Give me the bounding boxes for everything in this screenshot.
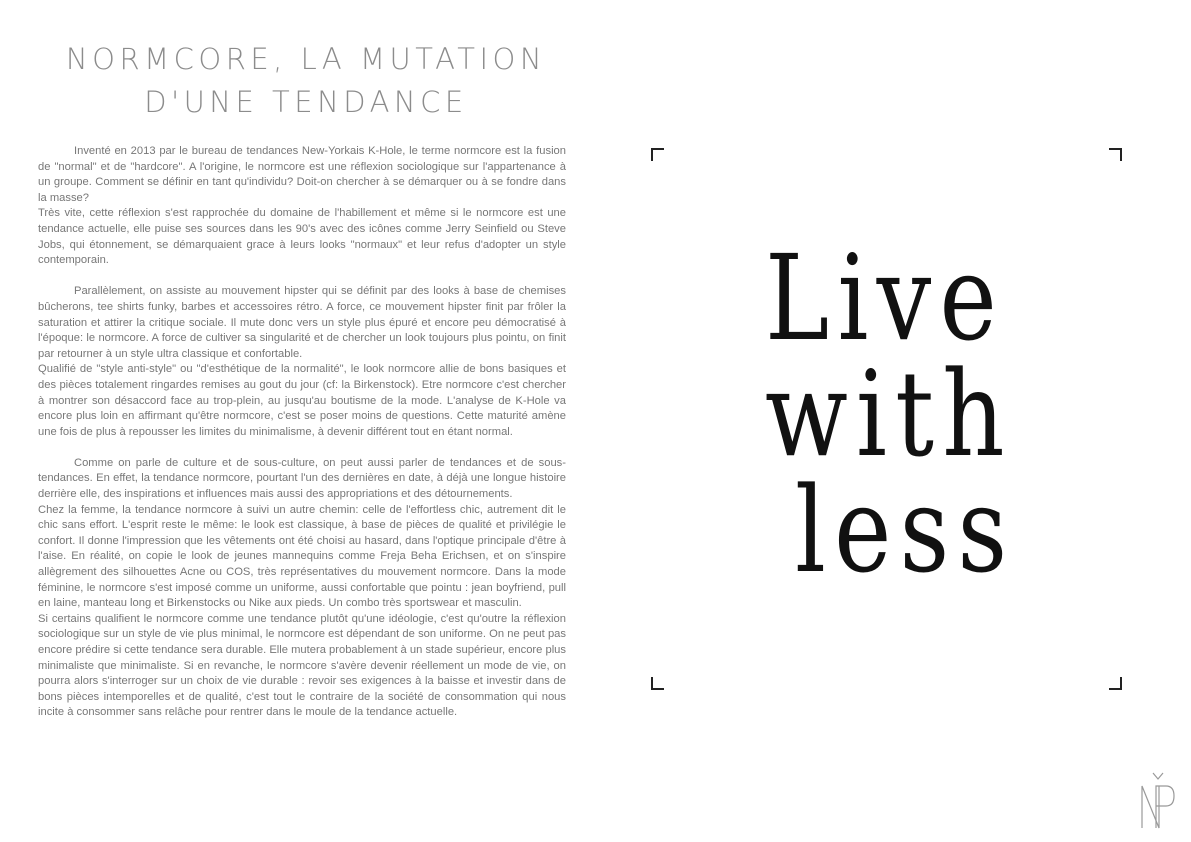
hero-line-less: less [795,461,1016,599]
crop-mark-bottom-left [651,677,664,690]
paragraph-conclusion: Si certains qualifient le normcore comme une tendance plutôt qu'une idéologie, c'est qu'outre la réflexion sociologique sur un style de vie plus minimal, le normcore est dépendant de son uniforme. On ne peut pas encore prédire si cette tendance sera durable. Elle mutera probablement à un stade supérieur, encore plus minimaliste que minimaliste. Si en revanche, le normcore s'avère devenir réellement un mode de vie, on pourra alors s'interroger sur un choix de vie durable : revoir ses exigences à la baisse et investir dans de bons pièces intemporelles et de qualité, c'est tout le contraire de la société de consommation qui nous incite à consommer sans relâche pour rentrer dans le moule de la tendance actuelle. [38,612,566,719]
right-page [595,0,1191,842]
crop-mark-bottom-right [1109,677,1122,690]
crop-mark-top-right [1109,148,1122,161]
paragraph-intro: Inventé en 2013 par le bureau de tendances New-Yorkais K-Hole, le terme normcore est la fusion de "normal" et de "hardcore". A l'origine, le normcore est une réflexion sociologique sur l'appartenance à un groupe. Comment se définir en tant qu'individu? Doit-on chercher à se démarquer ou à se fondre dans la masse? [38,145,566,204]
article-title-line-1: NORMCORE, LA MUTATION [65,42,547,76]
hero-line-with: with [765,345,1013,483]
paragraph-anti-style: Qualifié de "style anti-style" ou "d'esthétique de la normalité", le look normcore allie de bons basiques et des pièces totalement ringardes remises au gout du jour (cf: la Birkenstock). Etre normcore c'est chercher à montrer son désaccord face au trop-plein, au jusqu'au boutisme de la mode. L'analyse de K-Hole va encore plus loin en affirmant qu'être normcore, c'est se poser moins de questions. Cette maturité amène une fois de plus à repousser les limites du minimalisme, à devenir différent tout en étant normal. [38,363,566,438]
article-title [36,38,576,124]
np-monogram-logo [1139,770,1177,830]
article-title-line-2: D'UNE TENDANCE [144,85,468,119]
paragraph-hipster: Parallèlement, on assiste au mouvement hipster qui se définit par des looks à base de chemises bûcherons, tee shirts funky, barbes et accessoires rétro. A force, ce mouvement hipster finit par frôler la saturation et attirer la critique sociale. Il mute donc vers un style plus épuré et encore peu démocratisé à l'époque: le normcore. A force de cultiver sa singularité et de chercher un look toujours plus pointu, on finit par retourner à un style ultra classique et confortable. [38,285,566,360]
article-body [38,144,566,721]
paragraph-women: Chez la femme, la tendance normcore à suivi un autre chemin: celle de l'effortless chic, autrement dit le chic sans effort. L'esprit reste le même: le look est classique, à base de pièces de qualité et privilégie le confort. Il donne l'impression que les vêtements ont été choisi au hasard, dans l'optique principale d'être à l'aise. En réalité, on copie le look de jeunes mannequins comme Freja Beha Erichsen, et on s'inspire allègrement des silhouettes Acne ou COS, très représentatives du mouvement normcore. Dans la mode féminine, le normcore s'est imposé comme un uniforme, aussi confortable que pointu : jean boyfriend, pull en laine, manteau long et Birkenstocks ou Nike aux pieds. Un combo très sportswear et masculin. [38,503,566,610]
hero-line-live: Live [765,229,1005,367]
crop-mark-top-left [651,148,664,161]
paragraph-origins: Très vite, cette réflexion s'est rapprochée du domaine de l'habillement et même si le normcore est une tendance actuelle, elle puise ses sources dans les 90's avec des icônes comme Jerry Seinfield ou Steve Jobs, qui étonnement, se démarquaient grace à leurs looks "normaux" et leur refus d'adopter un style contemporain. [38,207,566,267]
paragraph-subculture: Comme on parle de culture et de sous-culture, on peut aussi parler de tendances et de sous-tendances. En effet, la tendance normcore, pourtant l'un des dernières en date, à déjà une longue histoire derrière elle, des inspirations et influences mais aussi des appropriations et des détournements. [38,456,566,501]
left-page [0,0,595,842]
hero-typography [765,229,1055,599]
